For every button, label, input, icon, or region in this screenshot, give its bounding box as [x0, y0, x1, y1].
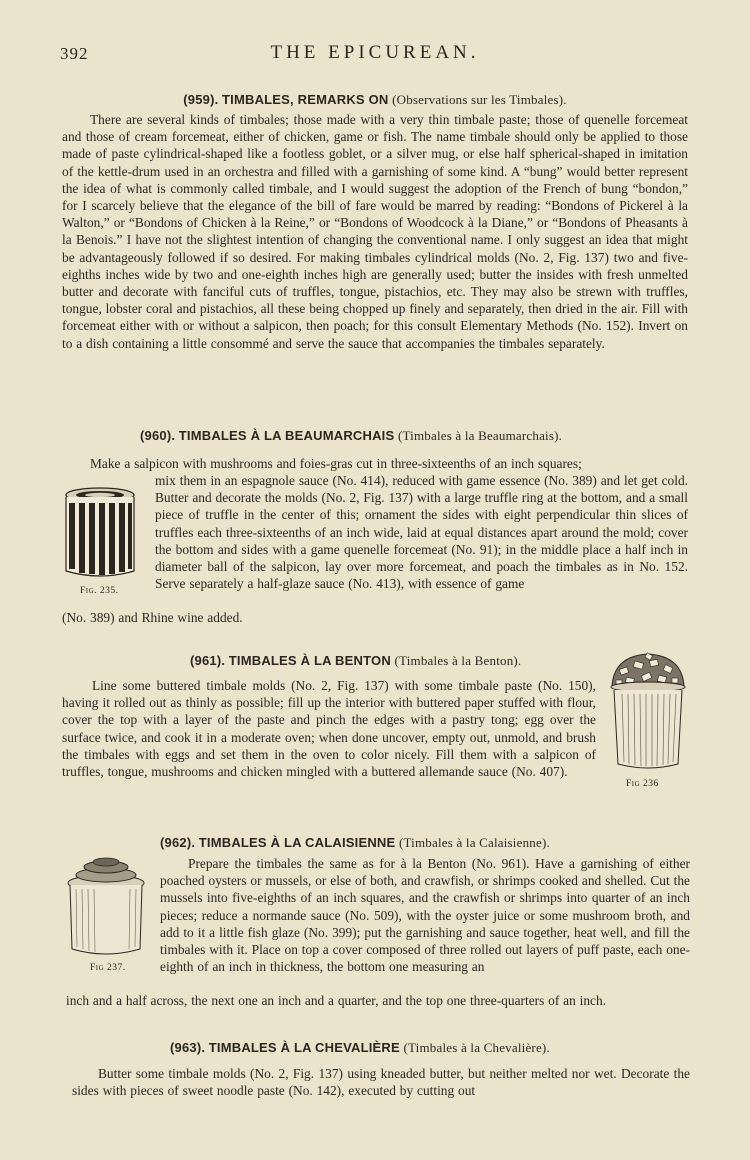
section-962-paragraph-body: Prepare the timbales the same as for à la Benton (No. 961). Have a garnishing of either poached oysters or mussels, or else of both, and crawfish, or shrimps cooked and shelled. Cut the mussels into five-eighths of an inch squares, and the crawfish or shrimps into quarter of an inch pieces; reduce a normande sauce (No. 509), with the oyster juice or some mushroom broth, and add to it a little fish glaze (No. 399); put the garnishing and sauce together, heat well, and fill the timbales with it. Place on top a cover composed of three rolled out layers of puff paste, each one-eighth of an inch in thickness, the bottom one measuring an — [160, 856, 690, 975]
timbale-benton-illustration — [606, 650, 690, 776]
timbale-calaisienne-illustration — [64, 855, 148, 959]
section-960-heading — [140, 428, 562, 444]
section-number: (962). — [160, 835, 196, 850]
section-963-paragraph: Butter some timbale molds (No. 2, Fig. 137) using kneaded butter, but neither melted nor wet. Decorate the sides with pieces of sweet noodle paste (No. 142), executed by cutting out — [72, 1066, 690, 1099]
section-960-paragraph-body: mix them in an espagnole sauce (No. 414), reduced with game essence (No. 389) and let get cold. Butter and decorate the molds (No. 2, Fig. 137) with a large truffle ring at the bottom, and a small piece of truffle in the center of this; ornament the sides with eight perpendicular thin slices of truffles each three-sixteenths of an inch wide, laid at equal distances apart around the mold; cover the bottom and sides with a game quenelle forcemeat (No. 91); in the middle place a half inch in diameter ball of the salpicon, lay over more forcemeat, and poach the timbales as in No. 152. Serve separately a half-glaze sauce (No. 413), with essence of game — [155, 473, 688, 592]
section-number: (961). — [190, 653, 226, 668]
section-960-paragraph-tail: (No. 389) and Rhine wine added. — [62, 610, 243, 625]
timbale-mold-illustration — [62, 485, 142, 581]
section-963-heading — [170, 1040, 550, 1056]
section-number: (963). — [170, 1040, 206, 1055]
section-title: TIMBALES À LA BENTON — [228, 653, 391, 668]
section-subtitle: (Timbales à la Benton). — [394, 653, 522, 668]
running-title: THE EPICUREAN. — [270, 42, 480, 63]
section-959-heading — [0, 92, 750, 108]
figure-235 — [62, 485, 142, 581]
section-title: TIMBALES À LA CALAISIENNE — [198, 835, 396, 850]
page-number: 392 — [60, 44, 89, 63]
section-subtitle: (Timbales à la Beaumarchais). — [397, 428, 563, 443]
section-title: TIMBALES À LA CHEVALIÈRE — [208, 1040, 400, 1055]
figure-237 — [64, 855, 148, 959]
section-959-paragraph: There are several kinds of timbales; those made with a very thin timbale paste; those of quenelle forcemeat and those of cream forcemeat, either of chicken, game or fish. The name timbale should only be applied to those made of paste cylindrical-shaped like a footless goblet, or a silver mug, or else half spherical-shaped in imitation of the kettle-drum used in an orchestra and filled with a garnishing of some kind. A “bung” would better represent the idea of what is commonly called timbale, and I would suggest the adoption of the French of bung “bondon,” for I scarcely believe that the elegance of the bill of fare would be marred by reading: “Bondons of Pickerel à la Walton,” or “Bondons of Chicken à la Reine,” or “Bondons of Woodcock à la Diane,” or “Bondons of Pheasants à la Benois.” I have not the slightest intention of changing the conventional name. I only suggest an idea that might be advantageously followed if so desired. For making timbales cylindrical molds (No. 2, Fig. 137) two and five-eighths inches wide by two and one-eighth inches high are generally used; butter the insides with fresh unmelted butter and decorate with fanciful cuts of truffles, tongue, pistachios, etc. They may also be strewn with truffles, tongue, lobster coral and pistachios, all these being chopped up finely and separately, then dried in the air. Fill with forcemeat either with or without a salpicon, then poach; for this consult Elementary Methods (No. 152). Invert on to a dish containing a little consommé and serve the sauce that accompanies the timbales separately. — [62, 112, 688, 351]
section-961-paragraph: Line some buttered timbale molds (No. 2, Fig. 137) with some timbale paste (No. 150), having it rolled out as thinly as possible; fill up the interior with buttered paper stuffed with flour, cover the top with a layer of the paste and pinch the edges with a pastry tong; egg over the surface twice, and cook it in a moderate oven; when done uncover, empty out, unmold, and brush the timbales with eggs and set them in the oven to color nicely. Fill them with a salpicon of truffles, tongue, mushrooms and chicken mingled with a buttered allemande sauce (No. 407). — [62, 678, 596, 780]
section-subtitle: (Timbales à la Chevalière). — [403, 1040, 550, 1055]
section-number: (959). — [183, 92, 219, 107]
section-title: TIMBALES, REMARKS ON — [222, 92, 389, 107]
section-subtitle: (Timbales à la Calaisienne). — [398, 835, 550, 850]
figure-237-caption: Fig 237. — [90, 963, 126, 973]
section-title: TIMBALES À LA BEAUMARCHAIS — [178, 428, 395, 443]
figure-235-caption: Fig. 235. — [80, 586, 119, 596]
section-number: (960). — [140, 428, 176, 443]
section-subtitle: (Observations sur les Timbales). — [392, 92, 567, 107]
figure-236 — [606, 650, 690, 776]
section-962-heading — [160, 835, 550, 851]
section-961-heading — [190, 653, 521, 669]
section-960-paragraph-lead: Make a salpicon with mushrooms and foies-gras cut in three-sixteenths of an inch squares; — [90, 456, 582, 471]
figure-236-caption: Fig 236 — [626, 779, 659, 789]
section-962-paragraph-tail: inch and a half across, the next one an inch and a quarter, and the top one three-quarters of an inch. — [66, 993, 607, 1008]
